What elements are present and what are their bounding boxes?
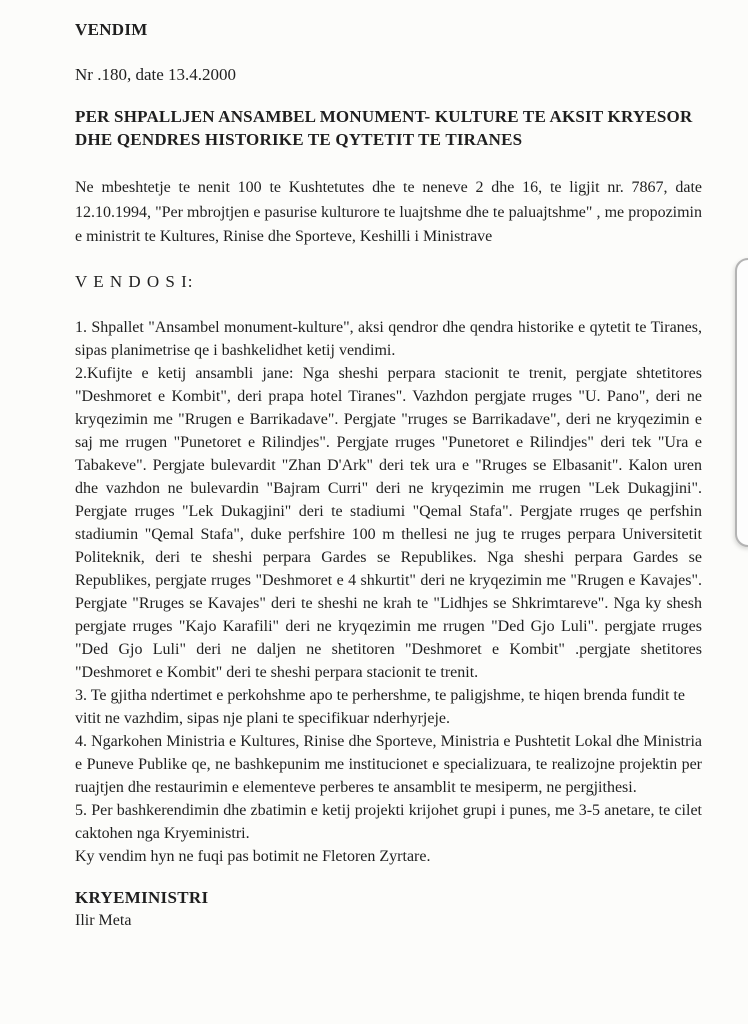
article-paragraph-5: 5. Per bashkerendimin dhe zbatimin e ketij projekti krijohet grupi i punes, me 3-5 anetare, te cilet caktohen nga Kryeministri. [75,801,702,842]
signature-block [75,886,702,932]
article-paragraph-1: 1. Shpallet "Ansambel monument-kulture", aksi qendror dhe qendra historike e qytetit te Tiranes, sipas planimetrise qe i bashkelidhet ketij vendimi. [75,318,702,359]
articles-block [75,316,702,868]
signature-title: KRYEMINISTRI [75,887,209,907]
document-title-line-1: PER SHPALLJEN ANSAMBEL MONUMENT- KULTURE TE AKSIT KRYESOR [75,107,693,126]
signature-name: Ilir Meta [75,911,132,929]
article-paragraph-4: 4. Ngarkohen Ministria e Kultures, Rinise dhe Sporteve, Ministria e Pushtetit Lokal dhe Ministria e Puneve Publike qe, ne bashkepunim me institucionet e specializuara, te realizojne projektin per ruajtjen dhe restaurimin e elementeve perberes te ansamblit te mesiperm, ne pergjithesi. [75,732,702,796]
scroll-handle[interactable] [735,258,748,547]
closing-sentence: Ky vendim hyn ne fuqi pas botimit ne Fletoren Zyrtare. [75,847,431,865]
document-kicker: VENDIM [75,20,148,39]
document-reference: Nr .180, date 13.4.2000 [75,65,237,84]
document-title-line-2: DHE QENDRES HISTORIKE TE QYTETIT TE TIRANES [75,130,523,149]
preamble-paragraph: Ne mbeshtetje te nenit 100 te Kushtetutes dhe te neneve 2 dhe 16, te ligjit nr. 7867, date 12.10.1994, "Per mbrojtjen e pasurise kulturore te luajtshme dhe te paluajtshme" , me propozimin e ministrit te Kultures, Rinise dhe Sporteve, Keshilli i Ministrave [75,179,702,245]
document-title [75,105,702,151]
decision-heading: V E N D O S I: [75,271,194,291]
article-paragraph-2: 2.Kufijte e ketij ansambli jane: Nga sheshi perpara stacionit te trenit, pergjate shtetitores "Deshmoret e Kombit", deri prapa hotel Tiranes". Vazhdon pergjate rruges "U. Pano", deri ne kryqezimin me "Rrugen e Barrikadave". Pergjate "rruges se Barrikadave", deri ne kryqezimin e saj me rrugen "Punetoret e Rilindjes". Pergjate rruges "Punetoret e Rilindjes" deri tek "Ura e Tabakeve". Pergjate bulevardit "Zhan D'Ark" deri tek ura e "Rruges se Elbasanit". Kalon uren dhe vazhdon ne bulevardin "Bajram Curri" deri ne kryqezimin me rrugen "Lek Dukagjini". Pergjate rruges "Lek Dukagjini" deri te stadiumi "Qemal Stafa". Pergjate rruges qe perfshin stadiumin "Qemal Stafa", duke perfshire 100 m thellesi ne jug te rruges perpara Universitetit Politeknik, deri te sheshi perpara Gardes se Republikes. Nga sheshi perpara Gardes se Republikes, pergjate rruges "Deshmoret e 4 shkurtit" deri ne kryqezimin me "Rrugen e Kavajes". Pergjate "Rruges se Kavajes" deri te sheshi ne krah te "Lidhjes se Shkrimtareve". Nga ky shesh pergjate rruges "Kajo Karafili" deri ne kryqezimin me rrugen "Ded Gjo Luli". pergjate rruges "Ded Gjo Luli" deri ne daljen ne shetitoren "Deshmoret e Kombit" .pergjate shetitores "Deshmoret e Kombit" deri te sheshi perpara stacionit te trenit. [75,364,702,681]
article-paragraph-3: 3. Te gjitha ndertimet e perkohshme apo te perhershme, te paligjshme, te hiqen brenda fundit te vitit ne vazhdim, sipas nje plani te specifikuar nderhyrjeje. [75,686,685,727]
document-content [75,18,702,932]
